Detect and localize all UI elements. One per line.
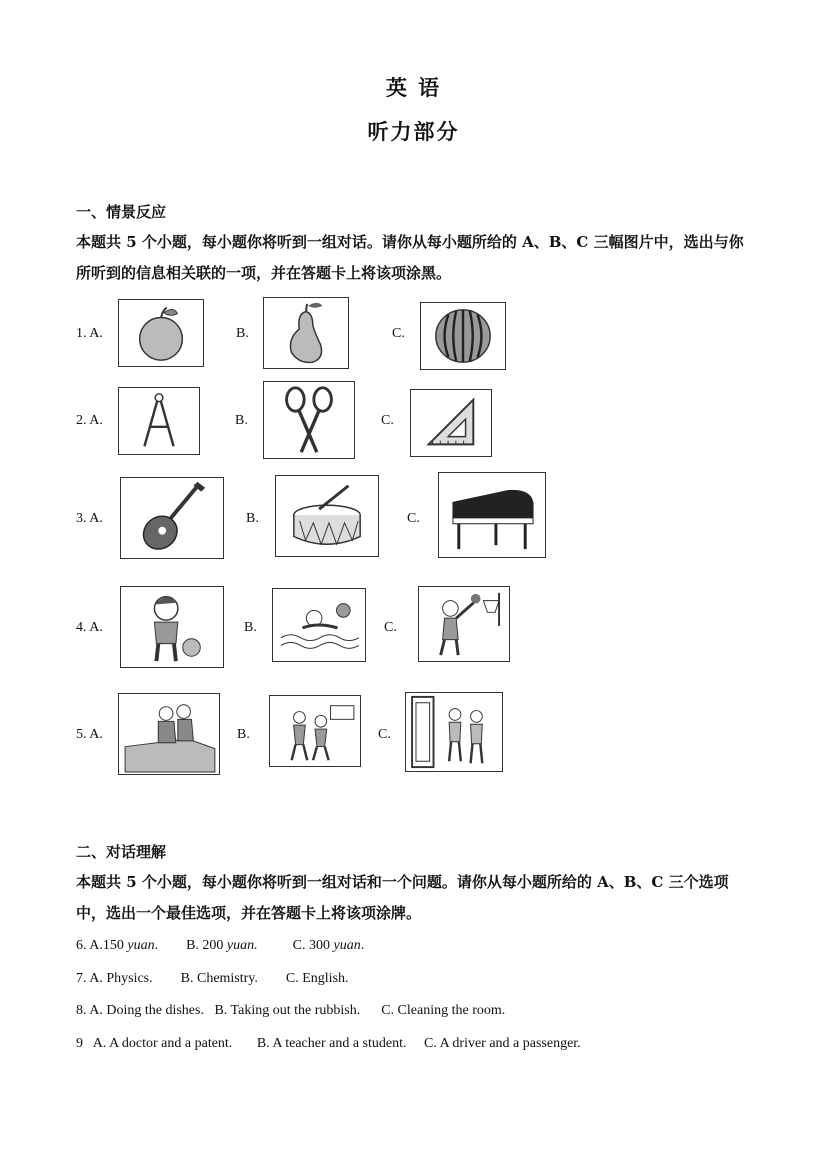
piano-icon (438, 472, 546, 558)
q6-option-c: C. 300 yuan. (292, 938, 365, 953)
q7-number: 7. (76, 971, 87, 986)
q8-option-c: C. Cleaning the room. (381, 1003, 506, 1018)
scissors-icon (263, 381, 355, 459)
q2-b-label: B. (235, 413, 248, 428)
q4-c-label: C. (384, 620, 397, 635)
q9-line (76, 1036, 581, 1052)
page-subtitle: 听力部分 (367, 119, 460, 144)
q8-option-a: A. Doing the dishes. (89, 1003, 204, 1018)
q2-label: 2. A. (76, 413, 103, 428)
swimmer-icon (272, 588, 366, 662)
q5-b-label: B. (237, 727, 250, 742)
q1-c-label: C. (392, 326, 405, 341)
two-boys-walking-icon (269, 695, 361, 767)
q6-number: 6. (76, 938, 87, 953)
set-square-icon (410, 389, 492, 457)
q8-option-b: B. Taking out the rubbish. (214, 1003, 361, 1018)
q3-c-label: C. (407, 511, 420, 526)
section1-instruction: 本题共 5 个小题，每小题你将听到一组对话。请你从每小题所给的 A、B、C 三幅图片中，选出与你所听到的信息相关联的一项，并在答题卡上将该项涂黑。 (76, 233, 744, 282)
section2-heading: 二、对话理解 (76, 843, 167, 861)
apple-icon (118, 299, 204, 367)
compass-icon (118, 387, 200, 455)
q1-label: 1. A. (76, 326, 103, 341)
q9-option-b: B. A teacher and a student. (256, 1036, 407, 1051)
basketball-player-icon (418, 586, 510, 662)
q9-number: 9 (76, 1036, 83, 1051)
q1-b-label: B. (236, 326, 249, 341)
q5-c-label: C. (378, 727, 391, 742)
q6-option-b: B. 200 yuan. (186, 938, 258, 953)
q2-c-label: C. (381, 413, 394, 428)
q9-option-c: C. A driver and a passenger. (424, 1036, 581, 1051)
boy-with-ball-icon (120, 586, 224, 668)
q9-option-a: A. A doctor and a patent. (92, 1036, 233, 1051)
page-title: 英 语 (385, 75, 442, 100)
q5-label: 5. A. (76, 727, 103, 742)
q8-number: 8. (76, 1003, 87, 1018)
q7-option-b: B. Chemistry. (180, 971, 258, 986)
two-people-at-door-icon (405, 692, 503, 772)
q7-option-a: A. Physics. (89, 971, 153, 986)
q7-option-c: C. English. (285, 971, 349, 986)
q4-b-label: B. (244, 620, 257, 635)
drum-icon (275, 475, 379, 557)
q3-b-label: B. (246, 511, 259, 526)
people-on-sofa-icon (118, 693, 220, 775)
q4-label: 4. A. (76, 620, 103, 635)
section1-heading: 一、情景反应 (76, 203, 167, 221)
section2-instruction: 本题共 5 个小题，每小题你将听到一组对话和一个问题。请你从每小题所给的 A、B、C 三个选项中，选出一个最佳选项，并在答题卡上将该项涂牌。 (76, 873, 729, 922)
watermelon-icon (420, 302, 506, 370)
guitar-icon (120, 477, 224, 559)
q7-line (76, 971, 349, 987)
q6-line (76, 938, 364, 954)
pear-icon (263, 297, 349, 369)
q6-option-a: A.150 yuan. (89, 938, 159, 953)
q3-label: 3. A. (76, 511, 103, 526)
q8-line (76, 1003, 505, 1019)
